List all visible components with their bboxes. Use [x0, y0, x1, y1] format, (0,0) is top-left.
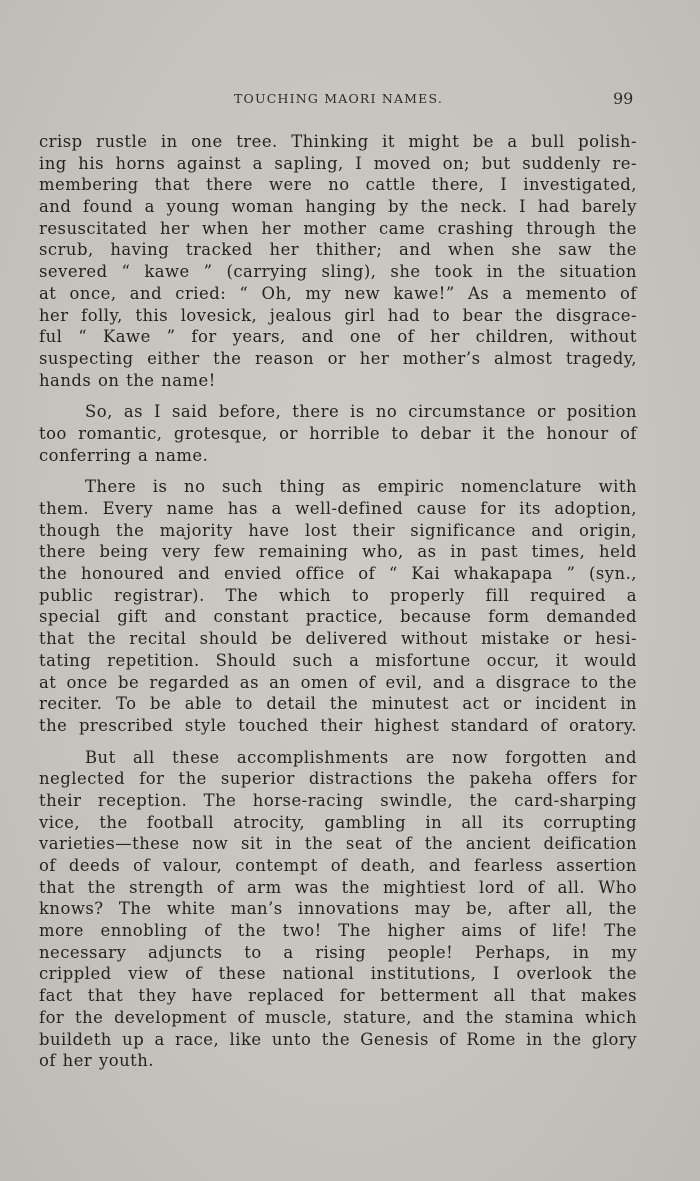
text-line: public registrar). The which to properly fill required a: [39, 585, 637, 605]
text-line: the prescribed style touched their highest standard of oratory.: [39, 715, 637, 735]
running-title: TOUCHING MAORI NAMES.: [234, 91, 443, 106]
text-line: there being very few remaining who, as in past times, held: [39, 542, 637, 562]
paragraph-3: [39, 476, 637, 736]
text-line: knows? The white man’s innovations may be, after all, the: [39, 899, 637, 919]
text-line: crisp rustle in one tree. Thinking it might be a bull polish-: [39, 132, 637, 151]
text-line: too romantic, grotesque, or horrible to debar it the honour of: [39, 423, 637, 443]
text-line: buildeth up a race, like unto the Genesis of Rome in the glory: [39, 1029, 637, 1049]
text-line: scrub, having tracked her thither; and when she saw the: [39, 240, 637, 260]
text-line: vice, the football atrocity, gambling in all its corrupting: [39, 812, 637, 832]
text-line: hands on the name!: [39, 370, 216, 390]
text-line: that the recital should be delivered without mistake or hesi-: [39, 629, 637, 649]
paragraph-4: [39, 747, 637, 1072]
text-line: and found a young woman hanging by the neck. I had barely: [39, 197, 637, 217]
text-line: special gift and constant practice, because form demanded: [39, 607, 637, 627]
text-line: severed “ kawe ” (carrying sling), she took in the situation: [39, 262, 637, 282]
text-line: tating repetition. Should such a misfortune occur, it would: [39, 650, 637, 670]
paragraph-1: [39, 131, 637, 391]
text-line: her folly, this lovesick, jealous girl had to bear the disgrace-: [39, 305, 637, 325]
text-line: So, as I said before, there is no circumstance or position: [85, 402, 637, 422]
text-line: membering that there were no cattle there, I investigated,: [39, 175, 637, 195]
text-line: for the development of muscle, stature, and the stamina which: [39, 1007, 637, 1027]
text-line: of deeds of valour, contempt of death, and fearless assertion: [39, 856, 637, 875]
text-line: necessary adjuncts to a rising people! Perhaps, in my: [39, 942, 637, 962]
text-line: of her youth.: [39, 1051, 154, 1071]
body-text: [39, 131, 637, 1072]
text-line: reciter. To be able to detail the minutest act or incident in: [39, 694, 637, 714]
text-line: fact that they have replaced for betterment all that makes: [39, 986, 637, 1006]
text-line: at once be regarded as an omen of evil, and a disgrace to the: [39, 672, 637, 692]
text-line: their reception. The horse-racing swindle, the card-sharping: [39, 790, 637, 810]
text-line: But all these accomplishments are now forgotten and: [85, 747, 637, 767]
text-line: suspecting either the reason or her mother’s almost tragedy,: [39, 348, 637, 368]
text-line: ing his horns against a sapling, I moved on; but suddenly re-: [39, 153, 637, 173]
page-number: 99: [613, 89, 634, 108]
text-line: at once, and cried: “ Oh, my new kawe!” As a memento of: [39, 283, 637, 303]
text-line: resuscitated her when her mother came crashing through the: [39, 218, 637, 238]
text-line: ful “ Kawe ” for years, and one of her children, without: [39, 327, 637, 347]
text-line: conferring a name.: [39, 445, 209, 465]
text-line: crippled view of these national institutions, I overlook the: [39, 964, 637, 984]
text-line: There is no such thing as empiric nomenclature with: [85, 477, 637, 497]
paragraph-2: [39, 401, 637, 466]
text-line: though the majority have lost their significance and origin,: [39, 520, 637, 540]
text-line: varieties—these now sit in the seat of the ancient deification: [39, 834, 637, 854]
text-line: neglected for the superior distractions the pakeha offers for: [39, 769, 637, 789]
running-head: [0, 91, 700, 111]
text-line: that the strength of arm was the mightiest lord of all. Who: [39, 877, 637, 897]
text-line: them. Every name has a well-defined cause for its adoption,: [39, 499, 637, 518]
text-line: the honoured and envied office of “ Kai whakapapa ” (syn.,: [39, 564, 637, 584]
text-line: more ennobling of the two! The higher aims of life! The: [39, 921, 637, 941]
